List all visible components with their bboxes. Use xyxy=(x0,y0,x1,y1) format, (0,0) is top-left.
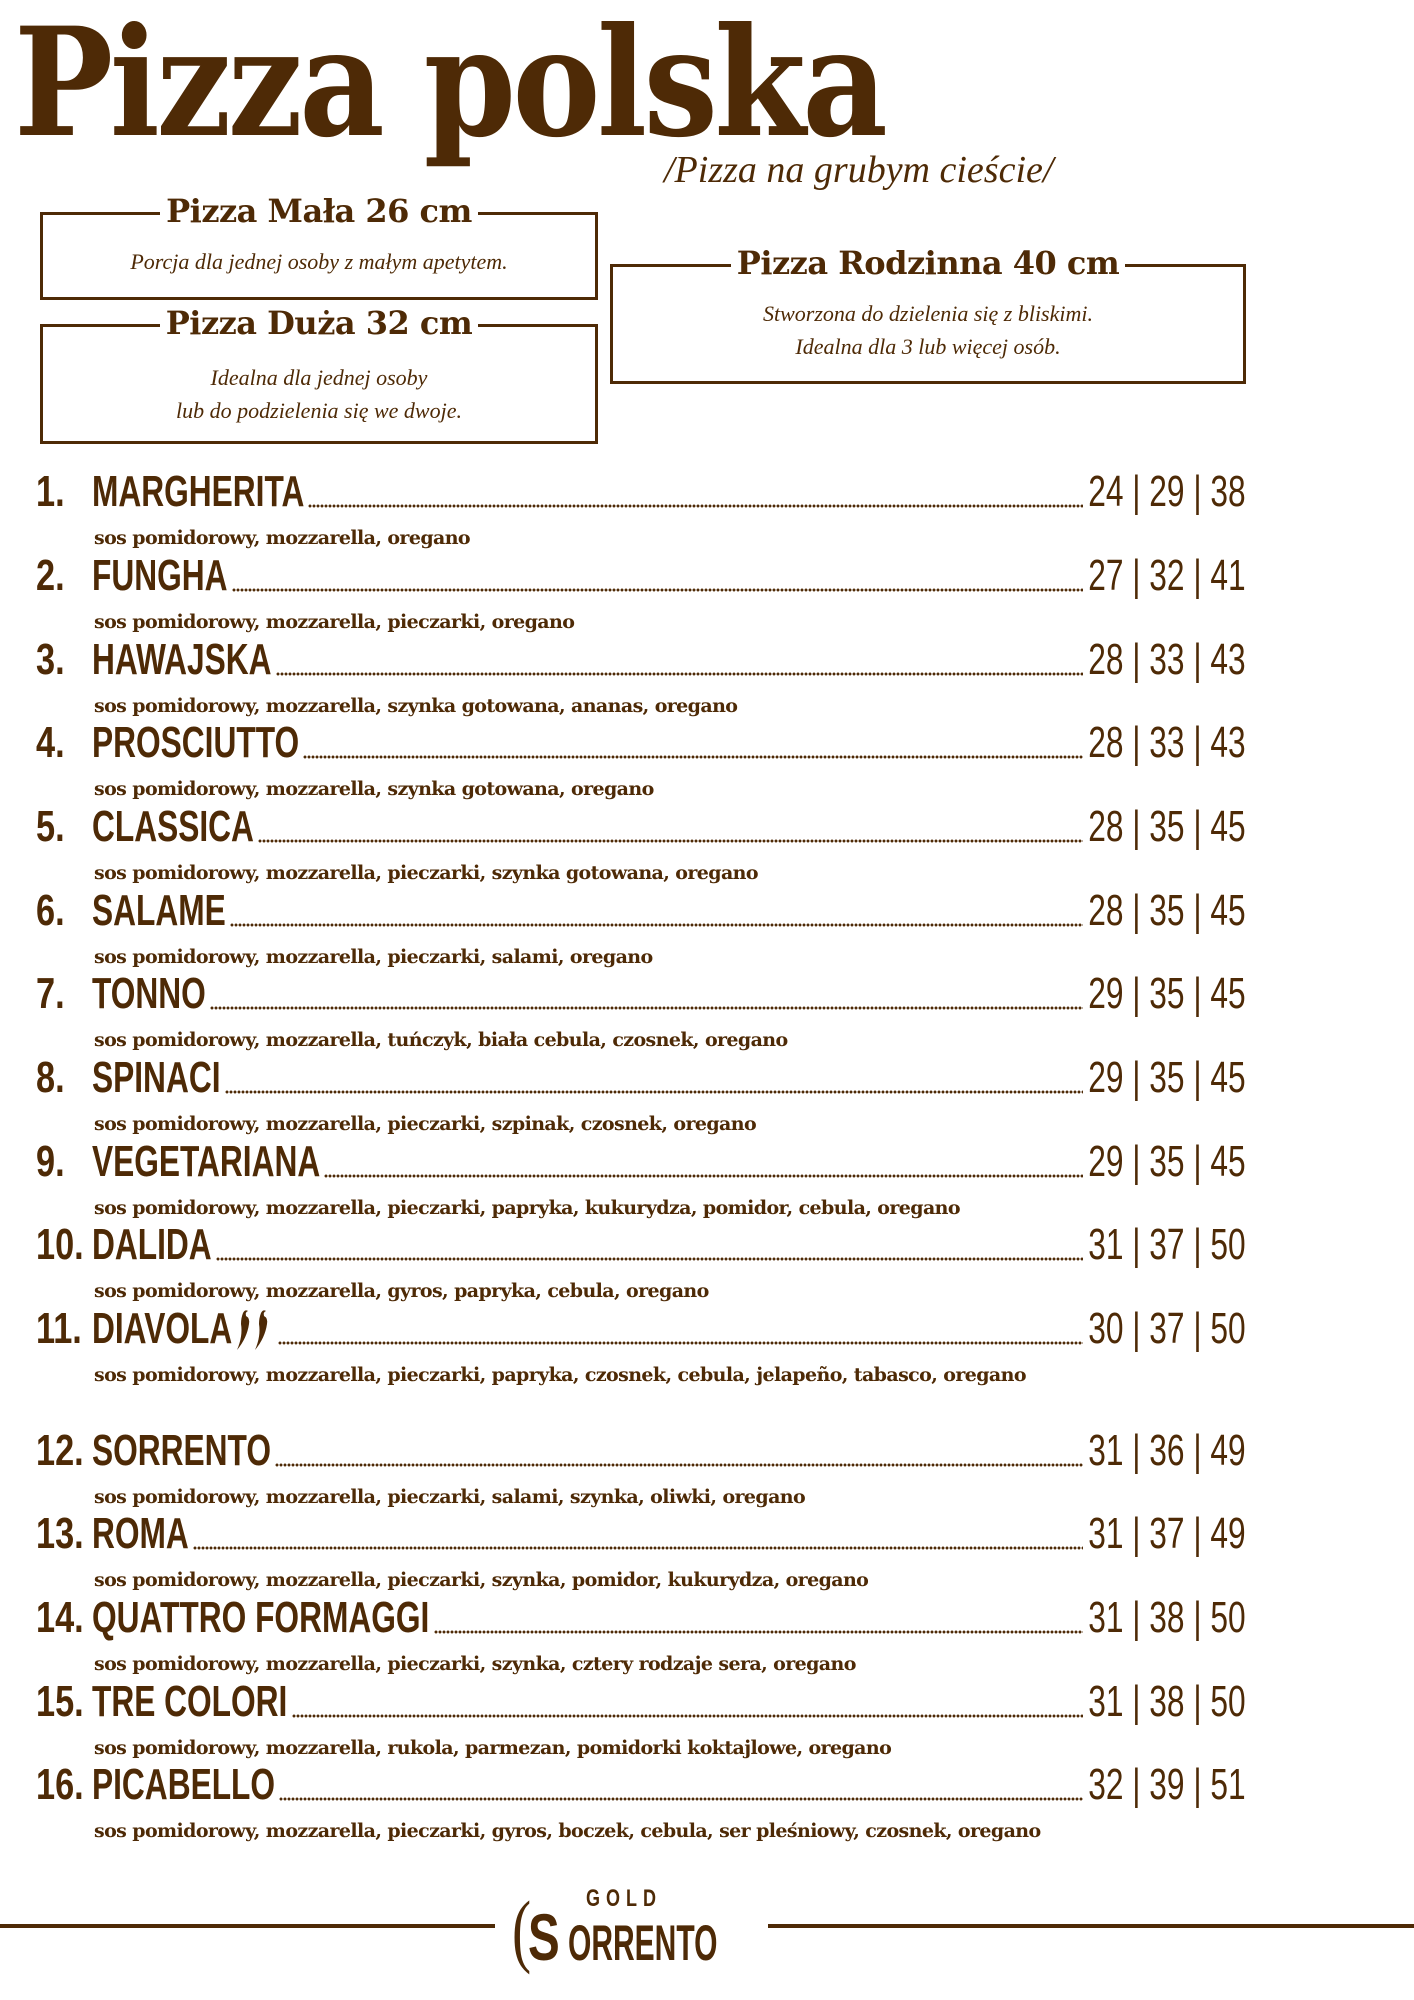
size-desc-line: Idealna dla jednej osoby xyxy=(210,365,428,390)
menu-item-header xyxy=(36,1676,1246,1728)
menu-item-header xyxy=(36,1136,1246,1188)
menu-item-ingredients: sos pomidorowy, mozzarella, pieczarki, szynka, cztery rodzaje sera, oregano xyxy=(94,1653,856,1675)
menu-item-prices: 24 | 29 | 38 xyxy=(1088,467,1246,516)
menu-item-header xyxy=(36,1303,1246,1355)
menu-item-ingredients: sos pomidorowy, mozzarella, pieczarki, oregano xyxy=(94,611,575,633)
menu-item-number: 1. xyxy=(36,467,65,516)
menu-item-prices: 28 | 33 | 43 xyxy=(1088,718,1246,767)
menu-item-number: 12. xyxy=(36,1426,84,1475)
menu-item-name: DIAVOLA xyxy=(92,1304,233,1353)
dot-leader xyxy=(434,1630,1083,1634)
size-title-small: Pizza Mała 26 cm xyxy=(160,192,478,230)
menu-item-name: VEGETARIANA xyxy=(92,1137,321,1186)
menu-item-ingredients: sos pomidorowy, mozzarella, pieczarki, salami, oregano xyxy=(94,946,653,968)
menu-item-ingredients: sos pomidorowy, mozzarella, gyros, papryka, cebula, oregano xyxy=(94,1280,709,1302)
menu-item-header xyxy=(36,634,1246,686)
menu-item-header xyxy=(36,1759,1246,1811)
menu-item-ingredients: sos pomidorowy, mozzarella, pieczarki, papryka, czosnek, cebula, jelapeño, tabasco, oregano xyxy=(94,1364,1026,1386)
dot-leader xyxy=(232,588,1083,592)
menu-item-header xyxy=(36,968,1246,1020)
dot-leader xyxy=(308,504,1083,508)
dot-leader xyxy=(275,1463,1083,1467)
size-box-small xyxy=(40,192,598,300)
menu-item-prices: 31 | 36 | 49 xyxy=(1088,1426,1246,1475)
menu-item-header xyxy=(36,466,1246,518)
menu-item-header xyxy=(36,1219,1246,1271)
menu-item-number: 2. xyxy=(36,551,65,600)
menu-item-prices: 28 | 33 | 43 xyxy=(1088,635,1246,684)
dot-leader xyxy=(324,1174,1083,1178)
menu-item-header xyxy=(36,550,1246,602)
menu-item-number: 3. xyxy=(36,635,65,684)
menu-item-name: QUATTRO FORMAGGI xyxy=(92,1593,430,1642)
menu-item-prices: 27 | 32 | 41 xyxy=(1088,551,1246,600)
dot-leader xyxy=(216,1257,1083,1261)
menu-item-prices: 31 | 37 | 50 xyxy=(1088,1220,1246,1269)
menu-item-number: 16. xyxy=(36,1760,84,1809)
size-box-large xyxy=(40,304,598,444)
chili-peppers-icon xyxy=(234,1309,274,1355)
menu-item-header xyxy=(36,1592,1246,1644)
menu-item-ingredients: sos pomidorowy, mozzarella, pieczarki, szpinak, czosnek, oregano xyxy=(94,1113,757,1135)
menu-item-ingredients: sos pomidorowy, mozzarella, pieczarki, szynka, pomidor, kukurydza, oregano xyxy=(94,1569,869,1591)
size-desc-line: Idealna dla 3 lub więcej osób. xyxy=(795,334,1061,359)
menu-item-prices: 31 | 38 | 50 xyxy=(1088,1677,1246,1726)
menu-item-number: 6. xyxy=(36,886,65,935)
menu-item-ingredients: sos pomidorowy, mozzarella, pieczarki, salami, szynka, oliwki, oregano xyxy=(94,1486,806,1508)
menu-item-prices: 29 | 35 | 45 xyxy=(1088,1137,1246,1186)
menu-item-number: 5. xyxy=(36,802,65,851)
menu-item-number: 14. xyxy=(36,1593,84,1642)
menu-item-ingredients: sos pomidorowy, mozzarella, rukola, parmezan, pomidorki koktajlowe, oregano xyxy=(94,1737,892,1759)
menu-item-prices: 32 | 39 | 51 xyxy=(1088,1760,1246,1809)
size-title-large: Pizza Duża 32 cm xyxy=(160,304,479,342)
dot-leader xyxy=(225,1090,1083,1094)
footer-divider-left xyxy=(0,1924,495,1928)
menu-item-number: 4. xyxy=(36,718,65,767)
menu-item-prices: 29 | 35 | 45 xyxy=(1088,969,1246,1018)
menu-item-name: SORRENTO xyxy=(92,1426,271,1475)
menu-item-name: SALAME xyxy=(92,886,226,935)
page-subtitle: /Pizza na grubym cieście/ xyxy=(664,149,1054,191)
dot-leader xyxy=(292,1714,1083,1718)
menu-item-header xyxy=(36,717,1246,769)
menu-item-ingredients: sos pomidorowy, mozzarella, pieczarki, papryka, kukurydza, pomidor, cebula, oregano xyxy=(94,1197,960,1219)
logo-bracket: ( xyxy=(512,1884,532,1975)
menu-item-number: 15. xyxy=(36,1677,84,1726)
dot-leader xyxy=(279,1797,1083,1801)
menu-item-prices: 30 | 37 | 50 xyxy=(1088,1304,1246,1353)
menu-item-name: TONNO xyxy=(92,969,206,1018)
menu-item-prices: 31 | 38 | 50 xyxy=(1088,1593,1246,1642)
menu-item-number: 7. xyxy=(36,969,65,1018)
menu-item-ingredients: sos pomidorowy, mozzarella, pieczarki, szynka gotowana, oregano xyxy=(94,862,758,884)
size-desc-small xyxy=(43,245,595,278)
menu-item-number: 10. xyxy=(36,1220,84,1269)
dot-leader xyxy=(193,1546,1083,1550)
menu-item-header xyxy=(36,1425,1246,1477)
menu-item-ingredients: sos pomidorowy, mozzarella, szynka gotowana, oregano xyxy=(94,778,654,800)
size-title-family: Pizza Rodzinna 40 cm xyxy=(731,244,1126,282)
logo-main-text: ORRENTO xyxy=(568,1915,718,1971)
menu-item-number: 13. xyxy=(36,1509,84,1558)
menu-item-name: SPINACI xyxy=(92,1053,221,1102)
menu-item-header xyxy=(36,801,1246,853)
menu-item-ingredients: sos pomidorowy, mozzarella, tuńczyk, biała cebula, czosnek, oregano xyxy=(94,1029,788,1051)
menu-item-name: CLASSICA xyxy=(92,802,254,851)
size-desc-large xyxy=(43,361,595,427)
size-box-family xyxy=(610,244,1246,384)
menu-item-prices: 31 | 37 | 49 xyxy=(1088,1509,1246,1558)
menu-item-prices: 29 | 35 | 45 xyxy=(1088,1053,1246,1102)
menu-item-number: 9. xyxy=(36,1137,65,1186)
menu-item-prices: 28 | 35 | 45 xyxy=(1088,886,1246,935)
size-desc-line: Porcja dla jednej osoby z małym apetytem. xyxy=(130,249,508,274)
menu-item-ingredients: sos pomidorowy, mozzarella, oregano xyxy=(94,527,471,549)
menu-item-header xyxy=(36,1508,1246,1560)
menu-item-name: HAWAJSKA xyxy=(92,635,272,684)
logo-initial: S xyxy=(528,1900,560,1974)
menu-item-ingredients: sos pomidorowy, mozzarella, szynka gotowana, ananas, oregano xyxy=(94,695,738,717)
menu-item-prices: 28 | 35 | 45 xyxy=(1088,802,1246,851)
footer-divider-right xyxy=(768,1924,1414,1928)
menu-item-name: PICABELLO xyxy=(92,1760,276,1809)
menu-item-header xyxy=(36,1052,1246,1104)
menu-item-name: PROSCIUTTO xyxy=(92,718,300,767)
menu-item-name: TRE COLORI xyxy=(92,1677,288,1726)
size-desc-family xyxy=(613,297,1243,363)
menu-item-name: ROMA xyxy=(92,1509,189,1558)
menu-item-number: 8. xyxy=(36,1053,65,1102)
size-desc-line: Stworzona do dzielenia się z bliskimi. xyxy=(763,301,1093,326)
dot-leader xyxy=(278,1341,1083,1345)
page-title: Pizza polska xyxy=(14,0,885,171)
menu-item-name: MARGHERITA xyxy=(92,467,305,516)
dot-leader xyxy=(210,1006,1083,1010)
menu-item-header xyxy=(36,885,1246,937)
logo-top-text: GOLD xyxy=(586,1885,662,1912)
gold-sorrento-logo xyxy=(512,1886,762,1976)
menu-item-name: DALIDA xyxy=(92,1220,212,1269)
menu-item-ingredients: sos pomidorowy, mozzarella, pieczarki, gyros, boczek, cebula, ser pleśniowy, czosnek, oregano xyxy=(94,1820,1041,1842)
size-desc-line: lub do podzielenia się we dwoje. xyxy=(176,398,462,423)
dot-leader xyxy=(230,923,1083,927)
menu-item-number: 11. xyxy=(36,1304,82,1353)
menu-item-name: FUNGHA xyxy=(92,551,228,600)
dot-leader xyxy=(303,755,1083,759)
dot-leader xyxy=(258,839,1083,843)
dot-leader xyxy=(276,672,1083,676)
